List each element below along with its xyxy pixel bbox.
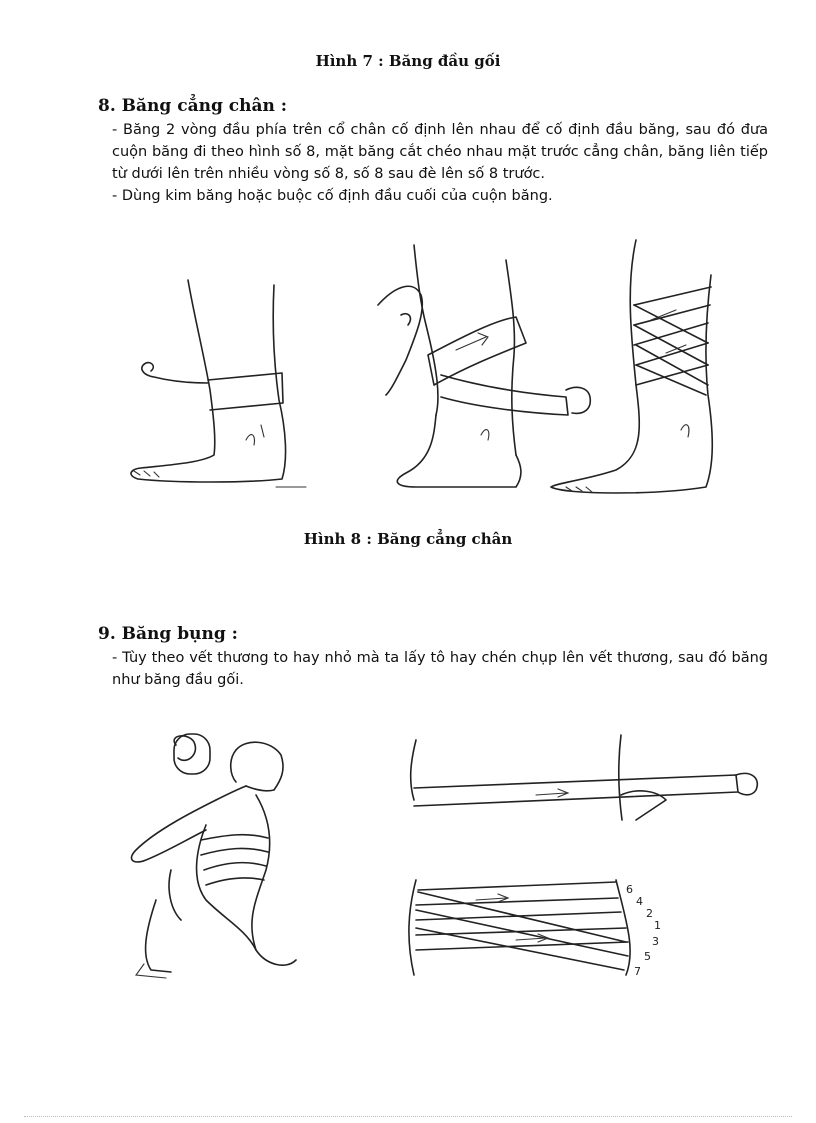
section-9-paragraph-1: - Tùy theo vết thương to hay nhỏ mà ta lấy tô hay chén chụp lên vết thương, sau đó băng như băng đầu gối. bbox=[112, 650, 768, 688]
abdomen-bandage-illustration bbox=[96, 720, 776, 985]
section-8-body bbox=[112, 119, 768, 207]
figure-9-number-labels bbox=[626, 883, 661, 978]
page-bottom-divider bbox=[24, 1116, 792, 1117]
label-2: 2 bbox=[646, 907, 653, 920]
label-4: 4 bbox=[636, 895, 643, 908]
label-3: 3 bbox=[652, 935, 659, 948]
label-7: 7 bbox=[634, 965, 641, 978]
label-1: 1 bbox=[654, 919, 661, 932]
label-6: 6 bbox=[626, 883, 633, 896]
seated-person-sketch bbox=[131, 734, 296, 978]
leg-sketch-1 bbox=[131, 280, 306, 487]
section-9-body bbox=[112, 647, 768, 691]
figure-8-caption: Hình 8 : Băng cẳng chân bbox=[303, 530, 513, 548]
figure-7-caption: Hình 7 : Băng đầu gối bbox=[315, 52, 501, 70]
leg-bandage-illustration bbox=[96, 225, 736, 515]
label-5: 5 bbox=[644, 950, 651, 963]
abdomen-bandage-top-sketch bbox=[411, 735, 758, 820]
section-8-heading: 8. Băng cẳng chân : bbox=[98, 96, 288, 116]
section-8-paragraph-2: - Dùng kim băng hoặc buộc cố định đầu cuối của cuộn băng. bbox=[112, 188, 553, 204]
section-9-heading: 9. Băng bụng : bbox=[98, 624, 238, 644]
leg-sketch-2 bbox=[378, 245, 590, 487]
abdomen-bandage-bottom-sketch bbox=[409, 880, 630, 975]
leg-sketch-3 bbox=[551, 240, 712, 493]
section-8-paragraph-1: - Băng 2 vòng đầu phía trên cổ chân cố định lên nhau để cố định đầu băng, sau đó đưa cuộn băng đi theo hình số 8, mặt băng cắt chéo nhau mặt trước cẳng chân, băng liên tiếp từ dưới lên trên nhiều vòng số 8, số 8 sau đè lên số 8 trước. bbox=[112, 122, 768, 182]
